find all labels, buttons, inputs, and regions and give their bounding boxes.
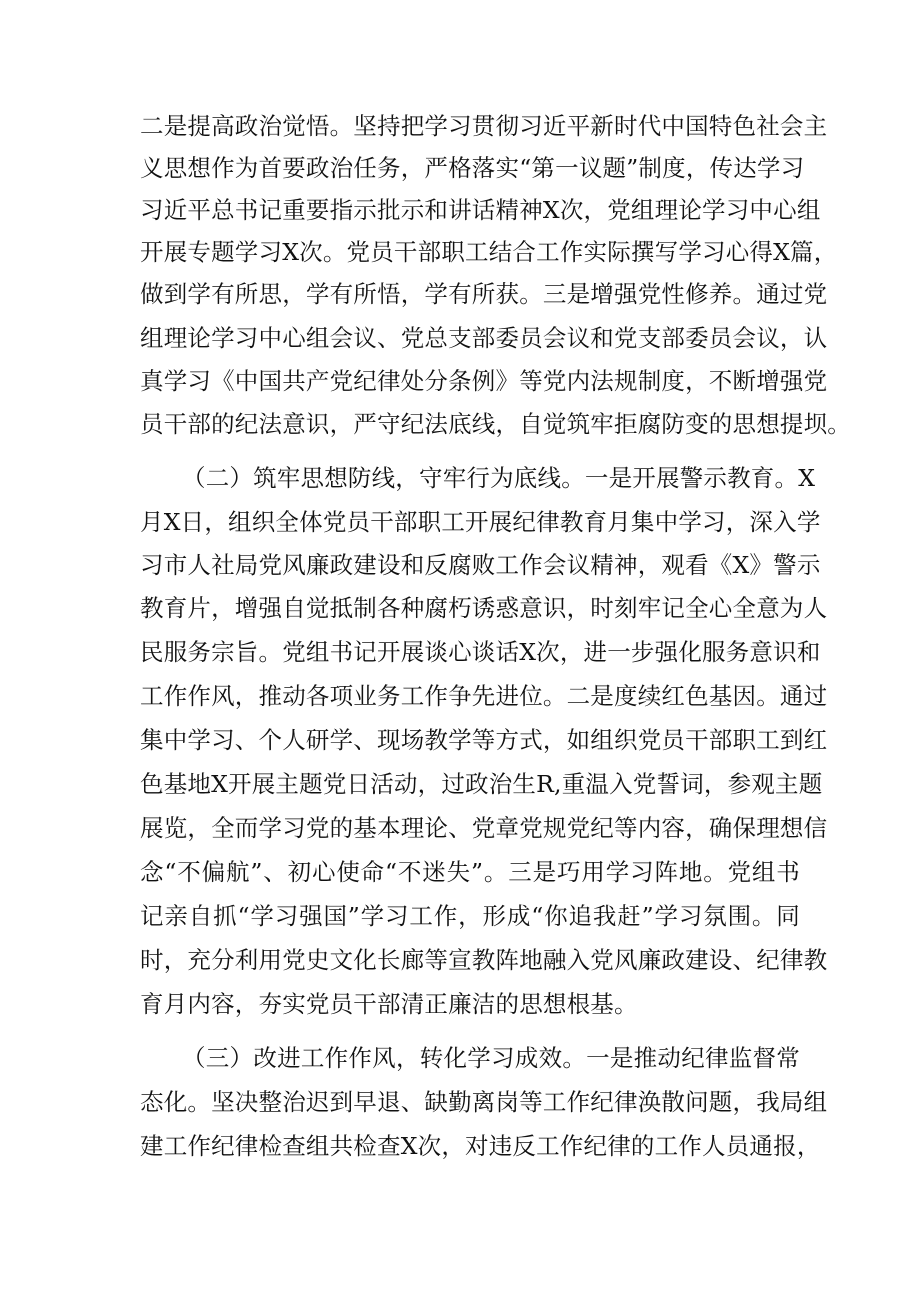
text-line: 念“不偏航”、初心使命“不迷失”。三是巧用学习阵地。党组书 xyxy=(140,858,800,886)
text-line: 工作作风，推动各项业务工作争先进位。二是度续红色基因。通过 xyxy=(140,682,828,710)
text-line: 建工作纪律检查组共检查X次，对违反工作纪律的工作人员通报， xyxy=(140,1132,821,1160)
text-line: 做到学有所思，学有所悟，学有所获。三是增强党性修养。通过党 xyxy=(140,280,828,308)
text-line: 记亲自抓“学习强国”学习工作，形成“你追我赶”学习氛围。同 xyxy=(140,902,800,930)
text-line: 态化。坚决整治迟到早退、缺勤离岗等工作纪律涣散问题，我局组 xyxy=(140,1088,828,1116)
text-line: 教育片，增强自觉抵制各种腐朽诱惑意识，时刻牢记全心全意为人 xyxy=(140,594,828,622)
text-line: （三）改进工作作风，转化学习成效。一是推动纪律监督常 xyxy=(182,1044,800,1072)
text-line: （二）筑牢思想防线，守牢行为底线。一是开展警示教育。X xyxy=(182,464,816,492)
text-line: 员干部的纪法意识，严守纪法底线，自觉筑牢拒腐防变的思想提坝。 xyxy=(140,410,851,438)
text-line: 育月内容，夯实党员干部清正廉洁的思想根基。 xyxy=(140,990,638,1018)
text-line: 展览，全而学习党的基本理论、党章党规党纪等内容，确保理想信 xyxy=(140,814,828,842)
text-line: 真学习《中国共产党纪律处分条例》等党内法规制度，不断增强党 xyxy=(140,367,828,395)
text-line: 习市人社局党风廉政建设和反腐败工作会议精神，观看《X》警示 xyxy=(140,551,821,579)
text-line: 义思想作为首要政治任务，严格落实“第一议题”制度，传达学习 xyxy=(140,154,805,182)
text-line: 二是提高政治觉悟。坚持把学习贯彻习近平新时代中国特色社会主 xyxy=(140,112,828,140)
text-line: 色基地X开展主题党日活动，过政治生R,重温入党誓词，参观主题 xyxy=(140,770,823,798)
text-line: 时，充分利用党史文化长廊等宣教阵地融入党风廉政建设、纪律教 xyxy=(140,946,828,974)
text-line: 习近平总书记重要指示批示和讲话精神X次，党组理论学习中心组 xyxy=(140,196,821,224)
text-line: 月X日，组织全体党员干部职工开展纪律教育月集中学习，深入学 xyxy=(140,508,821,536)
text-line: 集中学习、个人研学、现场教学等方式，如组织党员干部职工到红 xyxy=(140,726,828,754)
text-line: 组理论学习中心组会议、党总支部委员会议和党支部委员会议，认 xyxy=(140,324,828,352)
text-line: 民服务宗旨。党组书记开展谈心谈话X次，进一步强化服务意识和 xyxy=(140,638,821,666)
text-line: 开展专题学习X次。党员干部职工结合工作实际撰写学习心得X篇， xyxy=(140,238,838,266)
